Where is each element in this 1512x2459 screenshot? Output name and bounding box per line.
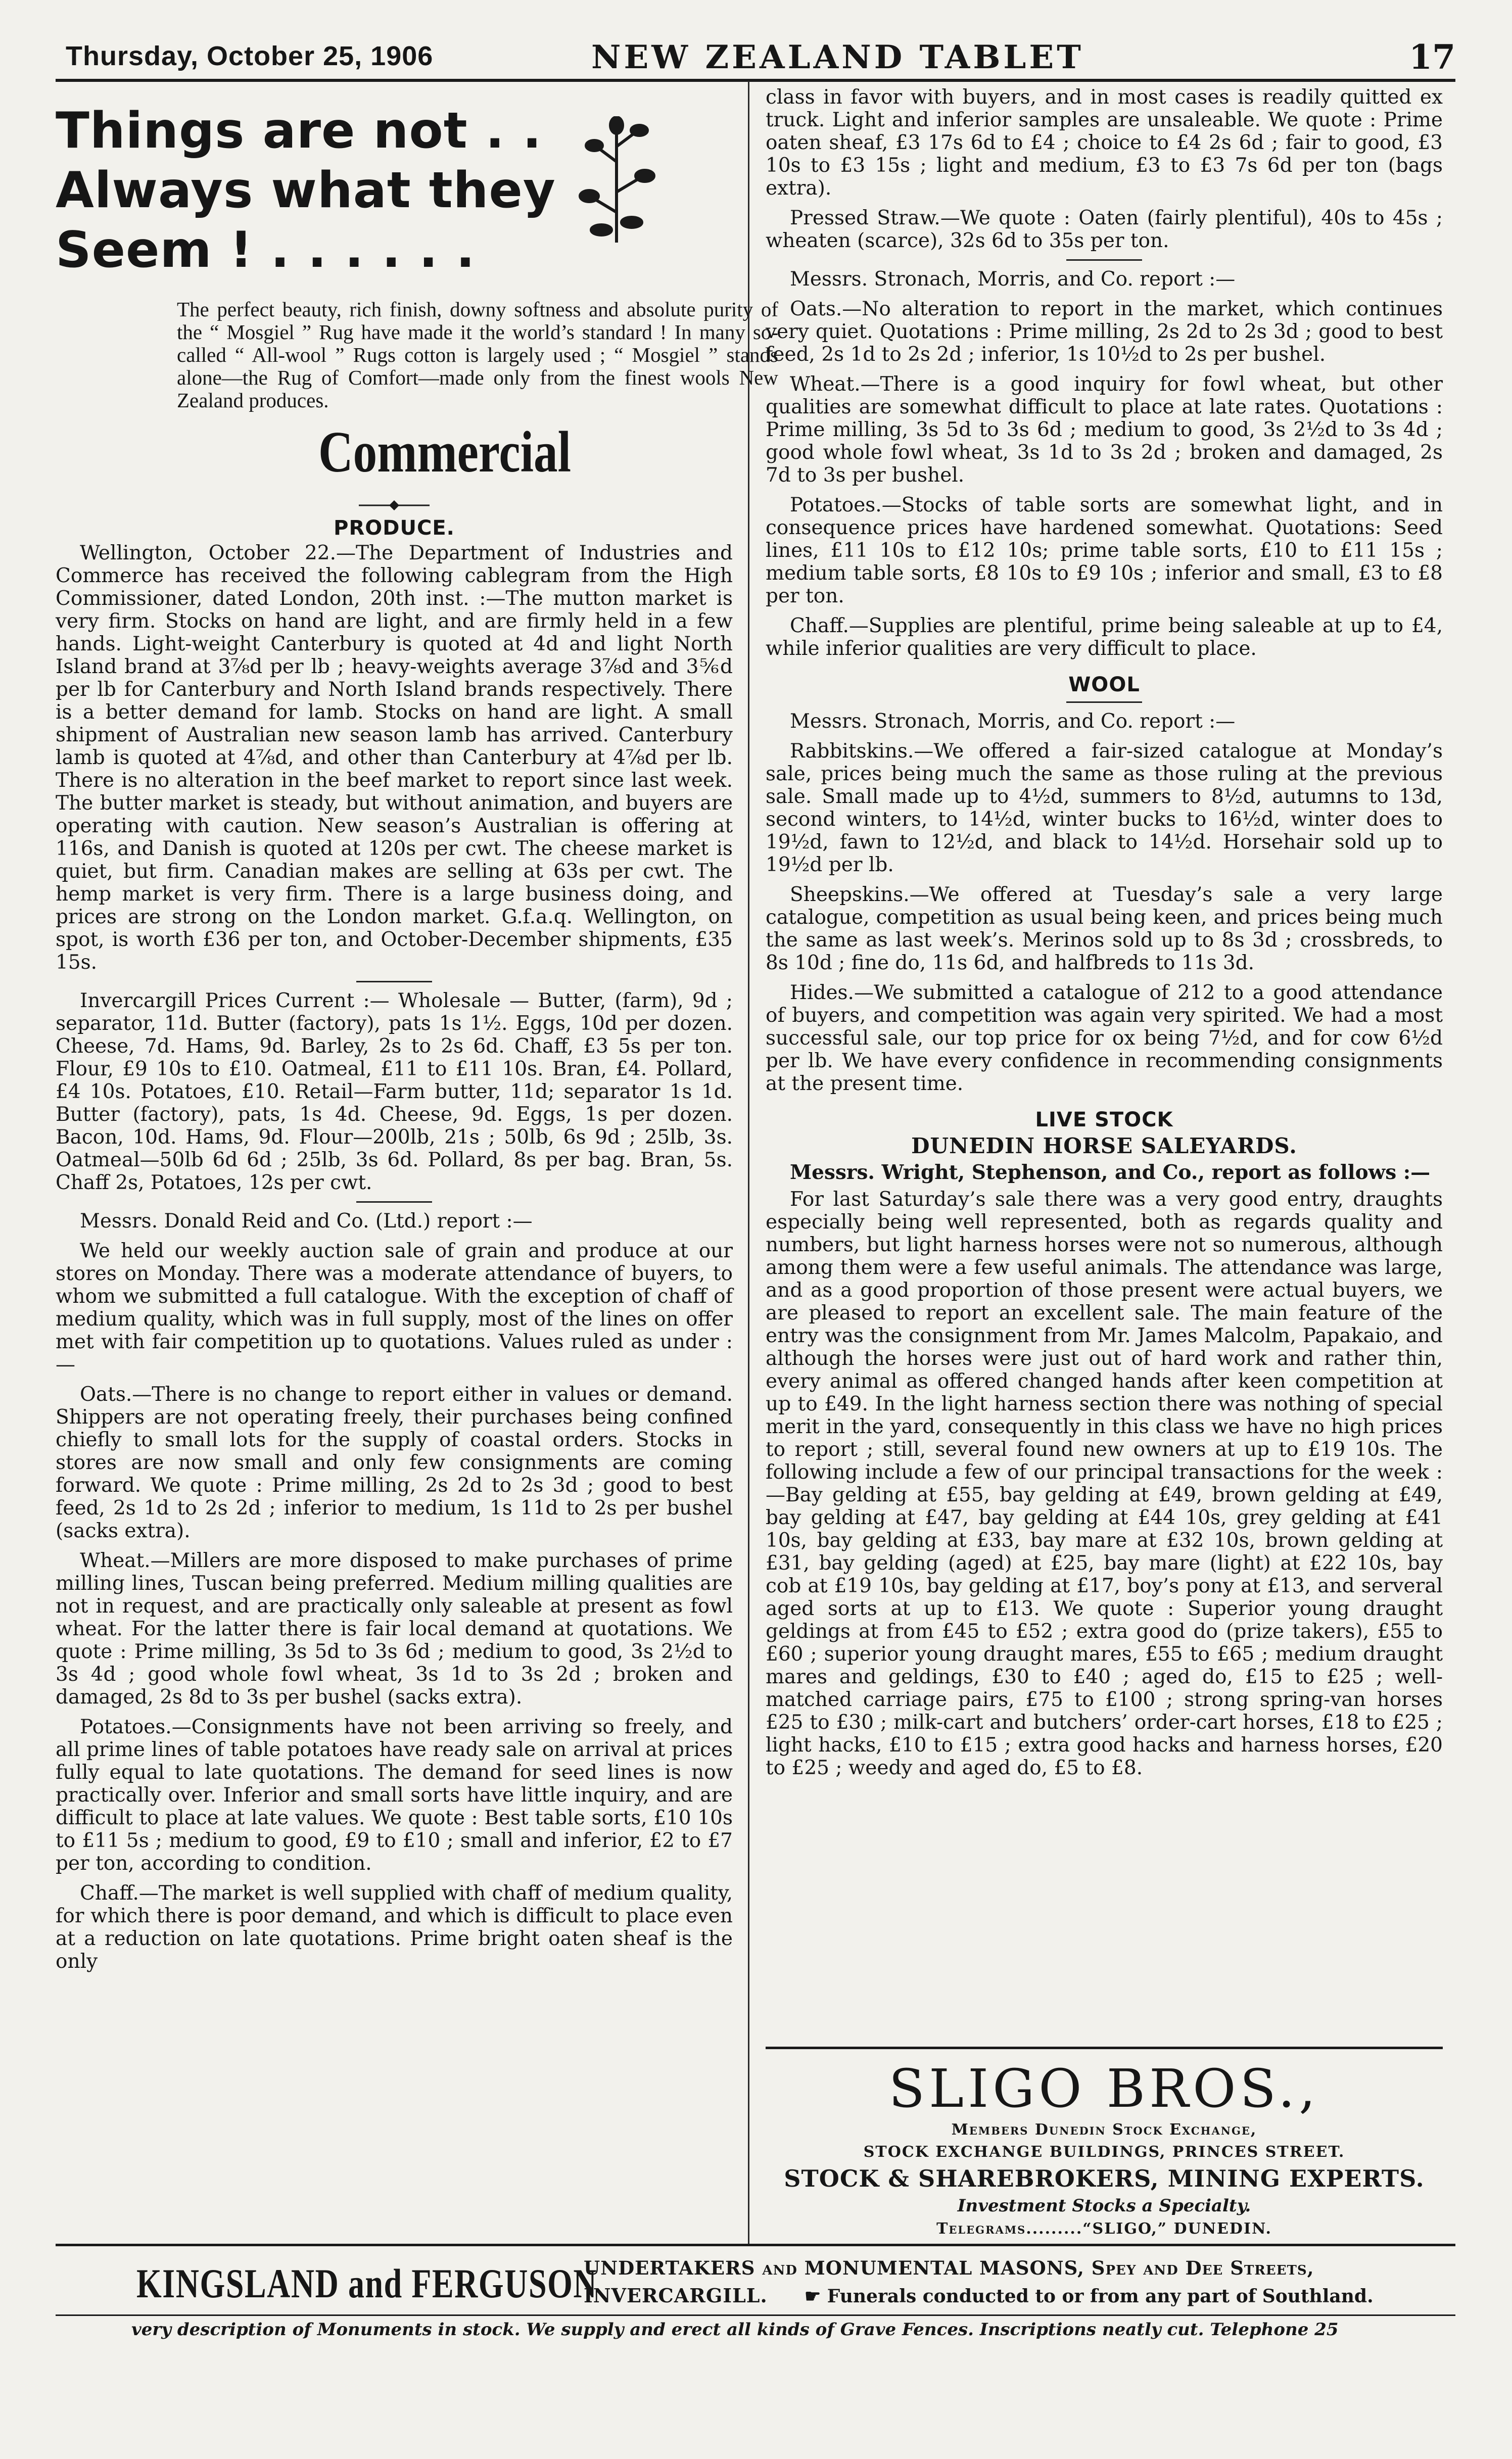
divider <box>356 1201 432 1203</box>
ornament-divider-icon <box>359 499 430 511</box>
section-title-live-stock: LIVE STOCK <box>1035 1108 1173 1131</box>
subheading-produce: PRODUCE. <box>334 516 455 540</box>
divider <box>1066 701 1142 703</box>
section-title-wool: WOOL <box>1068 673 1140 696</box>
divider <box>1066 259 1142 261</box>
footer-funerals-note: ☛ Funerals conducted to or from any part of Southland. <box>804 2286 1374 2307</box>
footer-trade-line: UNDERTAKERS and MONUMENTAL MASONS, Spey and Dee Streets, <box>584 2257 1314 2279</box>
paragraph-pressed-straw: Pressed Straw.—We quote : Oaten (fairly plentiful), 40s to 45s ; wheaten (scarce), 32s 6d to 35s per ton. <box>766 207 1443 252</box>
footer-place: INVERCARGILL. <box>584 2284 768 2307</box>
firm-heading-stronach: Messrs. Stronach, Morris, and Co. report :— <box>790 268 1236 291</box>
footer-rule <box>56 2244 1455 2246</box>
paragraph-reid-chaff: Chaff.—The market is well supplied with chaff of medium quality, for which there is poor demand, and which is difficult to place even at a reduction on late quotations. Prime bright oaten sheaf is the only <box>56 1882 733 1973</box>
paragraph-reid-oats: Oats.—There is no change to report either in values or demand. Shippers are not operating freely, their purchases being confined chiefly to small lots for the supply of coastal orders. Stocks in stores are now small and only few consignments are coming forward. We quote : Prime milling, 2s 2d to 2s 3d ; good to best feed, 2s 1d to 2s 2d ; inferior to medium, 1s 11d to 2s per bushel (sacks extra). <box>56 1383 733 1542</box>
paragraph-stronach-chaff: Chaff.—Supplies are plentiful, prime being saleable at up to £4, while inferior qualities are very difficult to place. <box>766 614 1443 660</box>
divider <box>356 981 432 982</box>
footer-rule-lower <box>56 2314 1455 2316</box>
paragraph-wellington-cable: Wellington, October 22.—The Department of Industries and Commerce has received the following cablegram from the High Commissioner, dated London, 20th inst. :—The mutton market is very firm. Stocks on hand are light, and are firmly held in a few hands. Light-weight Canterbury is quoted at 4d and light North Island brand at 3⅞d per lb ; heavy-weights average 3⅞d and 3⅚d per lb for Canterbury and North Island brands respectively. There is a better demand for lamb. Stocks on hand are light. A small shipment of Australian new season lamb has arrived. Canterbury lamb is quoted at 4⅞d, and other than Canterbury at 4⅞d per lb. There is no alteration in the beef market to report since last week. The butter market is steady, but without animation, and buyers are operating with caution. New season’s Australian is offering at 116s, and Danish is quoted at 120s per cwt. The cheese market is quiet, but firm. Canadian makes are selling at 63s per cwt. The hemp market is very firm. There is a large business doing, and prices are strong on the London market. G.f.a.q. Wellington, on spot, is worth £36 per ton, and October-December shipments, £35 15s. <box>56 542 733 974</box>
paragraph-horse-sale: For last Saturday’s sale there was a very good entry, draughts especially being well represented, both as regards quality and numbers, but light harness horses were not so numerous, although among them were a few useful animals. The attendance was large, and as a good proportion of those present were actual buyers, we are pleased to report an excellent sale. The main feature of the entry was the consignment from Mr. James Malcolm, Papakaio, and although the horses were just out of hard work and rather thin, every animal as offered changed hands after keen competition at up to £49. In the light harness section there was nothing of special merit in the yard, consequently in this class we have no high prices to report ; still, several found new owners at up to £19 10s. The following include a few of our principal transactions for the week :—Bay gelding at £55, bay gelding at £49, brown gelding at £49, bay gelding at £47, bay gelding at £44 10s, grey gelding at £41 10s, bay gelding at £33, bay mare at £32 10s, brown gelding at £31, bay gelding (aged) at £25, bay mare (light) at £22 10s, bay cob at £19 10s, bay gelding at £17, boy’s pony at £13, and serveral aged sorts at up to £13. We quote : Superior young draught geldings at from £45 to £52 ; extra good do (prize takers), £55 to £60 ; superior young draught mares, £55 to £65 ; medium draught mares and geldings, £30 to £40 ; aged do, £15 to £25 ; well-matched carriage pairs, £75 to £100 ; strong spring-van horses £25 to £30 ; milk-cart and butchers’ order-cart horses, £18 to £25 ; light hacks, £10 to £15 ; extra good hacks and harness horses, £20 to £25 ; weedy and aged do, £5 to £8. <box>766 1188 1443 1779</box>
advert-headline-line: Always what they <box>56 162 556 219</box>
page-number: 17 <box>1409 37 1455 77</box>
advert-headline-line: Things are not . . <box>56 102 542 160</box>
footer-firm-name: KINGSLAND and FERGUSON <box>136 2260 598 2306</box>
paragraph-hides: Hides.—We submitted a catalogue of 212 to a good attendance of buyers, and competition was again very spirited. We had a most successful sale, our top price for ox being 7½d, and for cow 6½d per lb. We have every confidence in recommending consignments at the present time. <box>766 981 1443 1095</box>
firm-heading-wool: Messrs. Stronach, Morris, and Co. report :— <box>790 710 1236 733</box>
sligo-specialty: Investment Stocks a Specialty. <box>957 2196 1251 2216</box>
paragraph-stronach-oats: Oats.—No alteration to report in the market, which continues very quiet. Quotations : Prime milling, 2s 2d to 2s 3d ; good to best feed, 2s 1d to 2s 2d ; inferior, 1s 10½d to 2s per bushel. <box>766 298 1443 366</box>
flower-sprig-icon <box>576 116 657 248</box>
sligo-membership: Members Dunedin Stock Exchange, <box>951 2121 1257 2139</box>
footer-monuments-line: very description of Monuments in stock. We supply and erect all kinds of Grave Fences. Inscriptions neatly cut. Telephone 25 <box>131 2320 1339 2340</box>
advert-body <box>177 298 778 412</box>
sligo-bros-advert <box>766 2047 1443 2241</box>
left-column <box>56 86 778 1980</box>
advert-headline <box>56 101 556 280</box>
issue-date: Thursday, October 25, 1906 <box>66 41 434 71</box>
paragraph-reid-intro: We held our weekly auction sale of grain and produce at our stores on Monday. There was a moderate attendance of buyers, to whom we submitted a full catalogue. With the exception of chaff of medium quality, which was in full supply, most of the lines on offer met with fair competition up to quotations. Values ruled as under :— <box>56 1240 733 1376</box>
firm-heading-wright-stephenson: Messrs. Wright, Stephenson, and Co., report as follows :— <box>790 1161 1431 1184</box>
top-rule <box>56 79 1455 82</box>
publication-title: NEW ZEALAND TABLET <box>591 38 1084 76</box>
mosgiel-advert <box>56 86 778 412</box>
kingsland-ferguson-advert <box>56 2244 1455 2395</box>
paragraph-stronach-wheat: Wheat.—There is a good inquiry for fowl wheat, but other qualities are somewhat difficult to place at late rates. Quotations : Prime milling, 3s 5d to 3s 6d ; medium to good, 3s 2½d to 3s 4d ; good whole fowl wheat, 3s 1d to 3s 2d ; broken and damaged, 2s 7d to 3s per bushel. <box>766 373 1443 487</box>
paragraph-rabbitskins: Rabbitskins.—We offered a fair-sized catalogue at Monday’s sale, prices being much the same as those ruling at the previous sale. Small made up to 4½d, summers to 8½d, autumns to 13d, second winters, to 14½d, winter bucks to 16½d, winter does to 19½d, fawn to 12½d, and black to 14½d. Horsehair sold up to 19½d per lb. <box>766 740 1443 876</box>
paragraph-invercargill-prices: Invercargill Prices Current :— Wholesale — Butter, (farm), 9d ; separator, 11d. Butter (factory), pats 1s 1½. Eggs, 10d per dozen. Cheese, 7d. Hams, 9d. Barley, 2s to 2s 6d. Chaff, £3 5s per ton. Flour, £9 10s to £10. Oatmeal, £11 to £11 10s. Bran, £4. Pollard, £4 10s. Potatoes, £10. Retail—Farm butter, 11d; separator 1s 1d. Butter (factory), pats, 1s 4d. Cheese, 9d. Eggs, 1s per dozen. Bacon, 10d. Hams, 9d. Flour—200lb, 21s ; 50lb, 6s 9d ; 25lb, 3s. Oatmeal—50lb 6d 6d ; 25lb, 3s 6d. Pollard, 8s per bag. Bran, 5s. Chaff 2s, Potatoes, 12s per cwt. <box>56 989 733 1194</box>
right-column <box>766 86 1443 1786</box>
footer-location-line <box>584 2284 1374 2307</box>
sligo-telegrams: Telegrams.........“SLIGO,” DUNEDIN. <box>936 2220 1272 2238</box>
paragraph-reid-wheat: Wheat.—Millers are more disposed to make purchases of prime milling lines, Tuscan being preferred. Medium milling qualities are not in request, and are practically only saleable at present as fowl wheat. For the latter there is fair local demand at quotations. We quote : Prime milling, 3s 5d to 3s 6d ; medium to good, 3s 2½d to 3s 4d ; good whole fowl wheat, 3s 1d to 3s 2d ; broken and damaged, 2s 8d to 3s per bushel (sacks extra). <box>56 1549 733 1709</box>
sligo-firm-name: SLIGO BROS., <box>888 2058 1320 2119</box>
advert-headline-line: Seem ! . . . . . . <box>56 221 476 279</box>
advert-copy: The perfect beauty, rich finish, downy softness and absolute purity of the “ Mosgiel ” Rug have made it the world’s standard ! In many so-called “ All-wool ” Rugs cotton is largely used ; “ Mosgiel ” stands alone—the Rug of Comfort—made only from the finest wools New Zealand produces. <box>177 298 778 412</box>
sligo-trade: STOCK & SHAREBROKERS, MINING EXPERTS. <box>784 2165 1425 2192</box>
paragraph-sheepskins: Sheepskins.—We offered at Tuesday’s sale a very large catalogue, competition as usual being keen, and prices being much the same as last week’s. Merinos sold up to 8s 3d ; crossbreds, to 8s 10d ; fine do, 11s 6d, and halfbreds to 11s 3d. <box>766 883 1443 974</box>
masthead <box>66 30 1455 81</box>
section-title-commercial: Commercial <box>318 420 572 485</box>
sligo-address: STOCK EXCHANGE BUILDINGS, PRINCES STREET. <box>863 2143 1345 2161</box>
firm-heading-donald-reid: Messrs. Donald Reid and Co. (Ltd.) report :— <box>80 1210 533 1233</box>
subheading-horse-saleyards: DUNEDIN HORSE SALEYARDS. <box>911 1133 1297 1158</box>
paragraph-stronach-potatoes: Potatoes.—Stocks of table sorts are somewhat light, and in consequence prices have hardened somewhat. Quotations: Seed lines, £11 10s to £12 10s; prime table sorts, £10 to £11 15s ; medium table sorts, £8 10s to £9 10s ; inferior and small, £3 to £8 per ton. <box>766 494 1443 607</box>
paragraph-reid-potatoes: Potatoes.—Consignments have not been arriving so freely, and all prime lines of table potatoes have ready sale on arrival at prices fully equal to late quotations. The demand for seed lines is now practically over. Inferior and small sorts have little inquiry, and are difficult to place at late values. We quote : Best table sorts, £10 10s to £11 5s ; medium to good, £9 to £10 ; small and inferior, £2 to £7 per ton, according to condition. <box>56 1716 733 1875</box>
paragraph-chaff-continued: class in favor with buyers, and in most cases is readily quitted ex truck. Light and inferior samples are unsaleable. We quote : Prime oaten sheaf, £3 17s 6d to £4 ; choice to £4 2s 6d ; fair to good, £3 10s to £3 15s ; light and medium, £3 to £3 7s 6d per ton (bags extra). <box>766 86 1443 200</box>
